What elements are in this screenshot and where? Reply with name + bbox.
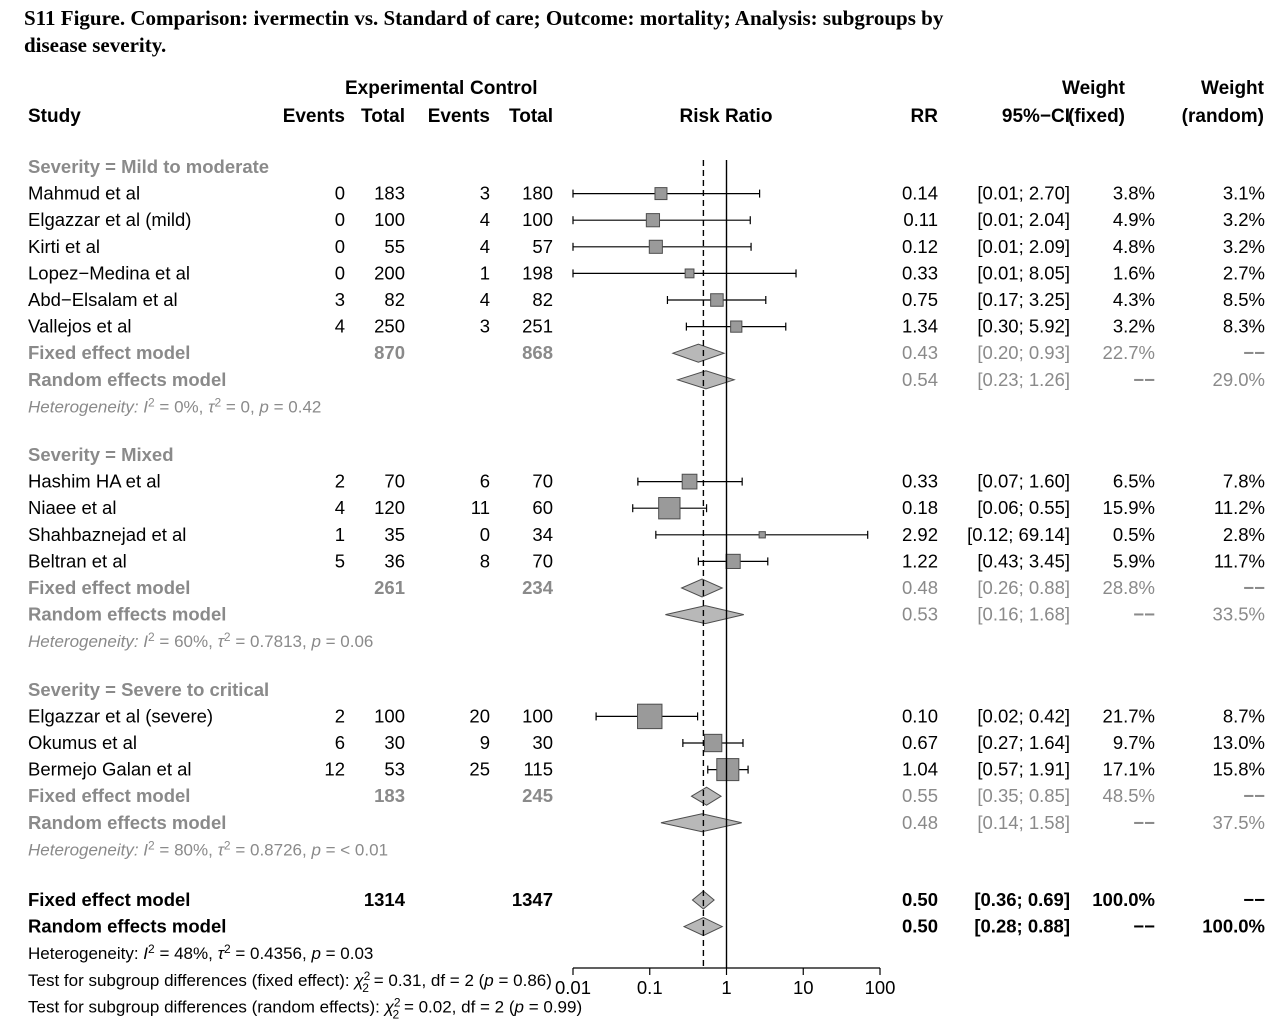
fixed-effect-label: Fixed effect model bbox=[28, 342, 191, 364]
events-exp: 5 bbox=[334, 550, 345, 572]
effect-marker bbox=[649, 240, 662, 253]
random-weight-random: 29.0% bbox=[1212, 368, 1265, 390]
rr-value: 1.04 bbox=[901, 758, 938, 780]
random-weight-random: 33.5% bbox=[1212, 603, 1265, 625]
weight-random: 8.5% bbox=[1222, 289, 1265, 310]
events-ctrl: 1 bbox=[479, 262, 490, 284]
events-exp: 2 bbox=[334, 470, 345, 492]
events-exp: 4 bbox=[334, 315, 345, 337]
fixed-ci: [0.26; 0.88] bbox=[977, 577, 1070, 598]
random-rr: 0.54 bbox=[901, 368, 938, 390]
total-exp: 100 bbox=[374, 705, 405, 727]
effect-marker bbox=[685, 269, 694, 278]
total-exp: 250 bbox=[374, 315, 405, 337]
fixed-effect-label: Fixed effect model bbox=[28, 785, 191, 807]
weight-fixed: 3.2% bbox=[1112, 315, 1155, 337]
effect-marker bbox=[638, 704, 662, 728]
weight-random: 3.1% bbox=[1222, 182, 1265, 204]
fixed-ci: [0.20; 0.93] bbox=[977, 342, 1070, 364]
total-ctrl: 70 bbox=[532, 550, 553, 572]
events-ctrl: 20 bbox=[469, 705, 490, 727]
events-exp: 0 bbox=[334, 235, 345, 257]
fixed-total-exp: 261 bbox=[374, 577, 405, 598]
axis-tick-label: 10 bbox=[792, 977, 814, 998]
summary-diamond bbox=[678, 371, 735, 389]
total-ctrl: 180 bbox=[522, 182, 553, 204]
events-ctrl: 3 bbox=[479, 315, 490, 337]
fixed-weight-fixed: 48.5% bbox=[1102, 785, 1155, 807]
effect-marker bbox=[726, 554, 740, 568]
total-exp: 36 bbox=[384, 550, 405, 572]
effect-marker bbox=[711, 294, 724, 307]
total-ctrl: 34 bbox=[532, 523, 553, 545]
overall-fixed-ci: [0.36; 0.69] bbox=[974, 889, 1070, 910]
ci-value: [0.30; 5.92] bbox=[977, 315, 1070, 337]
fixed-total-ctrl: 234 bbox=[522, 577, 553, 598]
rr-value: 0.12 bbox=[901, 235, 938, 257]
total-ctrl: 100 bbox=[522, 209, 553, 231]
events-exp: 0 bbox=[334, 262, 345, 284]
weight-fixed: 17.1% bbox=[1102, 758, 1155, 780]
summary-diamond bbox=[673, 344, 724, 362]
rr-value: 1.22 bbox=[901, 550, 938, 572]
ci-value: [0.12; 69.14] bbox=[967, 523, 1070, 545]
overall-total-ctrl: 1347 bbox=[511, 889, 553, 910]
total-exp: 53 bbox=[384, 758, 405, 780]
overall-random-label: Random effects model bbox=[28, 915, 227, 937]
summary-diamond bbox=[682, 579, 723, 597]
ci-value: [0.01; 2.04] bbox=[977, 209, 1070, 231]
overall-random-ci: [0.28; 0.88] bbox=[974, 915, 1070, 937]
weight-fixed: 21.7% bbox=[1102, 705, 1155, 727]
heterogeneity-text: Heterogeneity: $I^2 = 80\%$, $\tau^2 = 0.8726$, p = < 0.01 bbox=[28, 838, 389, 860]
study-name: Vallejos et al bbox=[28, 315, 132, 337]
events-ctrl: 11 bbox=[470, 497, 490, 519]
random-rr: 0.53 bbox=[901, 603, 938, 625]
header-weight-fixed-2: (fixed) bbox=[1068, 106, 1125, 127]
header-weight-random: Weight bbox=[1201, 78, 1264, 99]
summary-diamond bbox=[665, 606, 743, 624]
figure-title-line2: disease severity. bbox=[24, 33, 167, 57]
study-name: Mahmud et al bbox=[28, 182, 141, 204]
test-subgroup-random: Test for subgroup differences (random effects): $\chi^2$ 2 = 0.02, df = 2 (p = 0.99) bbox=[28, 995, 583, 1022]
study-name: Abd−Elsalam et al bbox=[28, 289, 178, 310]
events-exp: 4 bbox=[334, 497, 345, 519]
random-weight-fixed: −− bbox=[1133, 603, 1155, 625]
weight-fixed: 5.9% bbox=[1112, 550, 1155, 572]
rr-value: 0.33 bbox=[901, 470, 938, 492]
fixed-weight-fixed: 28.8% bbox=[1102, 577, 1155, 598]
total-exp: 35 bbox=[384, 523, 405, 545]
total-ctrl: 60 bbox=[532, 497, 553, 519]
events-ctrl: 6 bbox=[479, 470, 490, 492]
weight-random: 7.8% bbox=[1222, 470, 1265, 492]
weight-fixed: 15.9% bbox=[1102, 497, 1155, 519]
events-exp: 1 bbox=[334, 523, 345, 545]
weight-random: 15.8% bbox=[1212, 758, 1265, 780]
events-exp: 2 bbox=[334, 705, 345, 727]
weight-fixed: 3.8% bbox=[1112, 182, 1155, 204]
ci-value: [0.01; 2.09] bbox=[977, 235, 1070, 257]
events-ctrl: 0 bbox=[479, 523, 490, 545]
fixed-total-ctrl: 868 bbox=[522, 342, 553, 364]
header-rr: RR bbox=[910, 106, 938, 127]
fixed-weight-random: −− bbox=[1243, 785, 1265, 807]
weight-random: 13.0% bbox=[1212, 732, 1265, 753]
weight-fixed: 1.6% bbox=[1112, 262, 1155, 284]
fixed-rr: 0.43 bbox=[901, 342, 938, 364]
weight-random: 3.2% bbox=[1222, 235, 1265, 257]
random-ci: [0.16; 1.68] bbox=[977, 603, 1070, 625]
header-total-exp: Total bbox=[361, 106, 405, 127]
ci-value: [0.57; 1.91] bbox=[977, 758, 1070, 780]
total-exp: 70 bbox=[384, 470, 405, 492]
events-ctrl: 25 bbox=[469, 758, 490, 780]
weight-random: 11.7% bbox=[1213, 550, 1265, 572]
heterogeneity-text: Heterogeneity: $I^2 = 60\%$, $\tau^2 = 0.7813$, p = 0.06 bbox=[28, 630, 374, 652]
header-study: Study bbox=[28, 106, 81, 127]
random-weight-fixed: −− bbox=[1133, 368, 1155, 390]
subgroup-label: Severity = Mixed bbox=[28, 444, 174, 465]
overall-heterogeneity-text: Heterogeneity: $I^2 = 48\%$, $\tau^2 = 0.4356$, p = 0.03 bbox=[28, 942, 374, 964]
events-exp: 6 bbox=[334, 732, 345, 753]
ci-value: [0.02; 0.42] bbox=[977, 705, 1070, 727]
summary-diamond bbox=[661, 814, 742, 832]
axis-tick-label: 0.01 bbox=[554, 977, 592, 998]
ci-value: [0.06; 0.55] bbox=[977, 497, 1070, 519]
total-ctrl: 70 bbox=[532, 470, 553, 492]
test-subgroup-fixed: Test for subgroup differences (fixed effect): $\chi^2$ 2 = 0.31, df = 2 (p = 0.86) bbox=[28, 968, 552, 995]
total-ctrl: 57 bbox=[532, 235, 553, 257]
random-rr: 0.48 bbox=[901, 811, 938, 833]
ci-value: [0.07; 1.60] bbox=[977, 470, 1070, 492]
weight-fixed: 4.8% bbox=[1112, 235, 1155, 257]
random-weight-random: 37.5% bbox=[1212, 811, 1265, 833]
rr-value: 0.67 bbox=[901, 732, 938, 753]
effect-marker bbox=[659, 498, 680, 519]
events-exp: 3 bbox=[334, 289, 345, 310]
study-name: Lopez−Medina et al bbox=[28, 262, 190, 284]
effect-marker bbox=[717, 759, 739, 781]
header-total-ctrl: Total bbox=[509, 106, 553, 127]
header-events-exp: Events bbox=[282, 106, 345, 127]
total-ctrl: 100 bbox=[522, 705, 553, 727]
total-exp: 200 bbox=[374, 262, 405, 284]
total-ctrl: 82 bbox=[532, 289, 553, 310]
weight-fixed: 4.9% bbox=[1112, 209, 1155, 231]
random-weight-fixed: −− bbox=[1133, 811, 1155, 833]
overall-random-weight-random: 100.0% bbox=[1202, 915, 1265, 937]
overall-fixed-label: Fixed effect model bbox=[28, 889, 191, 910]
events-ctrl: 4 bbox=[479, 235, 490, 257]
study-name: Beltran et al bbox=[28, 550, 127, 572]
fixed-effect-label: Fixed effect model bbox=[28, 577, 191, 598]
study-name: Kirti et al bbox=[28, 235, 100, 257]
rr-value: 1.34 bbox=[901, 315, 938, 337]
events-ctrl: 8 bbox=[479, 550, 490, 572]
total-exp: 100 bbox=[374, 209, 405, 231]
fixed-ci: [0.35; 0.85] bbox=[977, 785, 1070, 807]
rr-value: 0.11 bbox=[903, 209, 938, 231]
subgroup-label: Severity = Mild to moderate bbox=[28, 156, 270, 177]
total-exp: 120 bbox=[374, 497, 405, 519]
study-name: Niaee et al bbox=[28, 497, 117, 519]
random-effects-label: Random effects model bbox=[28, 603, 227, 625]
header-control: Control bbox=[470, 78, 538, 99]
ci-value: [0.43; 3.45] bbox=[977, 550, 1070, 572]
events-ctrl: 3 bbox=[479, 182, 490, 204]
header-weight-fixed: Weight bbox=[1062, 78, 1125, 99]
weight-random: 8.3% bbox=[1222, 315, 1265, 337]
fixed-total-exp: 183 bbox=[374, 785, 405, 807]
weight-fixed: 4.3% bbox=[1112, 289, 1155, 310]
rr-value: 0.10 bbox=[901, 705, 938, 727]
study-name: Elgazzar et al (mild) bbox=[28, 209, 192, 231]
weight-fixed: 0.5% bbox=[1112, 523, 1155, 545]
overall-fixed-rr: 0.50 bbox=[901, 889, 938, 910]
random-ci: [0.14; 1.58] bbox=[977, 811, 1070, 833]
ci-value: [0.01; 2.70] bbox=[977, 182, 1070, 204]
header-weight-random-2: (random) bbox=[1181, 106, 1264, 127]
events-exp: 0 bbox=[334, 209, 345, 231]
total-exp: 30 bbox=[384, 732, 405, 753]
study-name: Bermejo Galan et al bbox=[28, 758, 192, 780]
overall-total-exp: 1314 bbox=[363, 889, 405, 910]
total-ctrl: 251 bbox=[522, 315, 553, 337]
axis-tick-label: 1 bbox=[721, 977, 732, 998]
events-exp: 0 bbox=[334, 182, 345, 204]
overall-random-weight-fixed: −− bbox=[1133, 915, 1155, 937]
rr-value: 0.75 bbox=[901, 289, 938, 310]
axis-tick-label: 0.1 bbox=[636, 977, 663, 998]
effect-marker bbox=[655, 188, 667, 200]
effect-marker bbox=[759, 532, 765, 538]
events-ctrl: 4 bbox=[479, 289, 490, 310]
weight-random: 8.7% bbox=[1222, 705, 1265, 727]
weight-random: 2.7% bbox=[1222, 262, 1265, 284]
total-exp: 82 bbox=[384, 289, 405, 310]
subgroup-label: Severity = Severe to critical bbox=[28, 678, 270, 700]
overall-random-rr: 0.50 bbox=[901, 915, 938, 937]
total-ctrl: 30 bbox=[532, 732, 553, 753]
study-name: Hashim HA et al bbox=[28, 470, 161, 492]
header-events-ctrl: Events bbox=[427, 106, 490, 127]
study-name: Okumus et al bbox=[28, 732, 137, 753]
fixed-weight-random: −− bbox=[1243, 342, 1265, 364]
ci-value: [0.27; 1.64] bbox=[977, 732, 1070, 753]
random-ci: [0.23; 1.26] bbox=[977, 368, 1070, 390]
fixed-weight-fixed: 22.7% bbox=[1102, 342, 1155, 364]
fixed-total-exp: 870 bbox=[374, 342, 405, 364]
total-exp: 55 bbox=[384, 235, 405, 257]
fixed-total-ctrl: 245 bbox=[522, 785, 553, 807]
effect-marker bbox=[731, 321, 742, 332]
effect-marker bbox=[646, 214, 659, 227]
total-exp: 183 bbox=[374, 182, 405, 204]
fixed-rr: 0.55 bbox=[901, 785, 938, 807]
weight-random: 2.8% bbox=[1222, 523, 1265, 545]
heterogeneity-text: Heterogeneity: $I^2 = 0\%$, $\tau^2 = 0$, p = 0.42 bbox=[28, 395, 322, 417]
ci-value: [0.17; 3.25] bbox=[977, 289, 1070, 310]
total-ctrl: 198 bbox=[522, 262, 553, 284]
overall-fixed-weight-random: −− bbox=[1243, 889, 1265, 910]
total-ctrl: 115 bbox=[523, 758, 553, 780]
weight-random: 11.2% bbox=[1213, 497, 1265, 519]
header-experimental: Experimental bbox=[345, 78, 465, 99]
figure-title: S11 Figure. Comparison: ivermectin vs. Standard of care; Outcome: mortality; Analysis: subgroups by bbox=[24, 6, 944, 30]
effect-marker bbox=[682, 474, 697, 489]
axis-tick-label: 100 bbox=[864, 977, 896, 998]
events-ctrl: 9 bbox=[479, 732, 490, 753]
effect-marker bbox=[704, 734, 721, 751]
rr-value: 2.92 bbox=[901, 523, 938, 545]
random-effects-label: Random effects model bbox=[28, 368, 227, 390]
weight-fixed: 9.7% bbox=[1112, 732, 1155, 753]
overall-fixed-weight-fixed: 100.0% bbox=[1092, 889, 1155, 910]
rr-value: 0.18 bbox=[901, 497, 938, 519]
events-exp: 12 bbox=[324, 758, 345, 780]
summary-diamond bbox=[692, 787, 722, 805]
study-name: Elgazzar et al (severe) bbox=[28, 705, 214, 727]
events-ctrl: 4 bbox=[479, 209, 490, 231]
weight-random: 3.2% bbox=[1222, 209, 1265, 231]
rr-value: 0.14 bbox=[901, 182, 938, 204]
random-effects-label: Random effects model bbox=[28, 811, 227, 833]
header-ci: 95%−CI bbox=[1001, 106, 1070, 127]
rr-value: 0.33 bbox=[901, 262, 938, 284]
fixed-rr: 0.48 bbox=[901, 577, 938, 598]
fixed-weight-random: −− bbox=[1243, 577, 1265, 598]
ci-value: [0.01; 8.05] bbox=[977, 262, 1070, 284]
weight-fixed: 6.5% bbox=[1112, 470, 1155, 492]
study-name: Shahbaznejad et al bbox=[28, 523, 187, 545]
header-risk-ratio: Risk Ratio bbox=[679, 106, 773, 127]
